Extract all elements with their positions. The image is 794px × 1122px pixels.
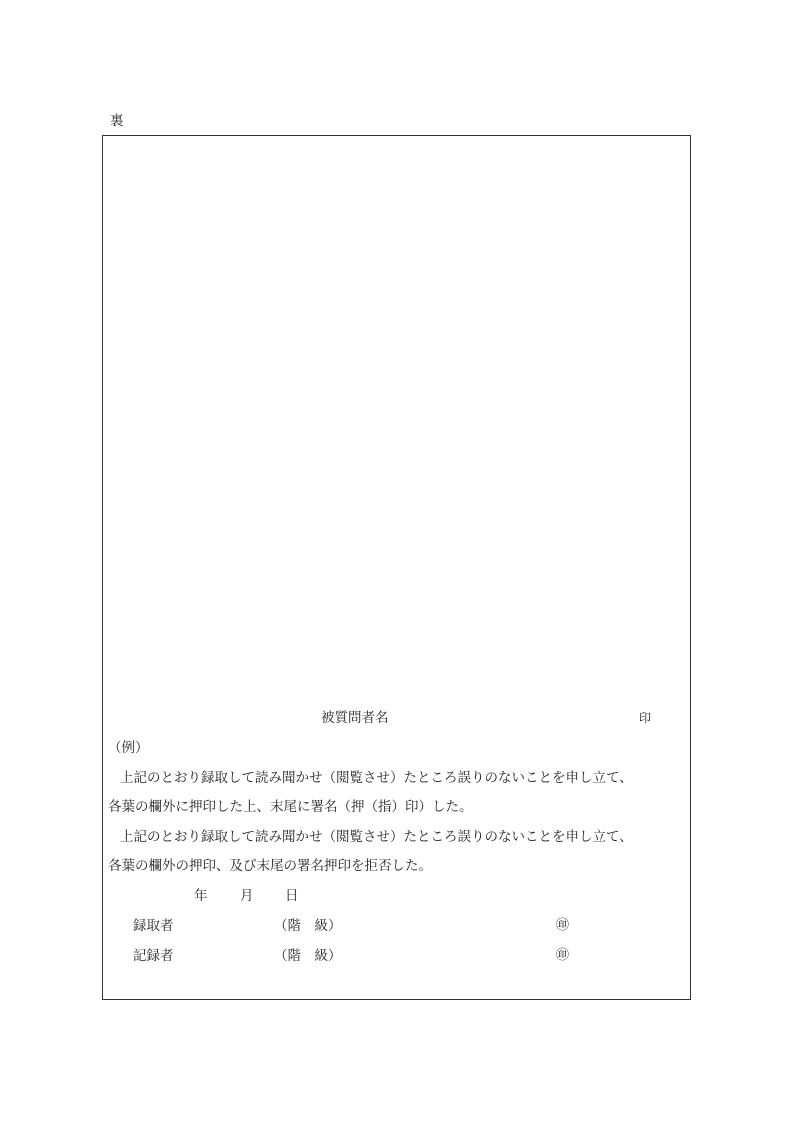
date-day-label: 日 <box>285 888 299 904</box>
clerk-seal-icon: ㊞ <box>556 948 570 963</box>
date-year-label: 年 <box>194 888 208 904</box>
clerk-rank-label: （階 級） <box>274 948 342 964</box>
paragraph2-line1: 上記のとおり録取して読み聞かせ（閲覧させ）たところ誤りのないことを申し立て、 <box>120 829 633 845</box>
recorder-rank-label: （階 級） <box>274 918 342 934</box>
page-side-label: 裏 <box>110 113 124 129</box>
date-month-label: 月 <box>240 888 254 904</box>
examinee-name-label: 被質問者名 <box>321 710 389 726</box>
clerk-role-label: 記録者 <box>133 948 174 964</box>
paragraph1-line1: 上記のとおり録取して読み聞かせ（閲覧させ）たところ誤りのないことを申し立て、 <box>120 770 633 786</box>
recorder-seal-icon: ㊞ <box>556 918 570 933</box>
example-label: （例） <box>108 740 149 756</box>
paragraph1-line2: 各葉の欄外に押印した上、末尾に署名（押（指）印）した。 <box>108 799 473 815</box>
recorder-role-label: 録取者 <box>133 918 174 934</box>
examinee-seal-label: 印 <box>639 711 652 725</box>
paragraph2-line2: 各葉の欄外の押印、及び末尾の署名押印を拒否した。 <box>108 858 432 874</box>
